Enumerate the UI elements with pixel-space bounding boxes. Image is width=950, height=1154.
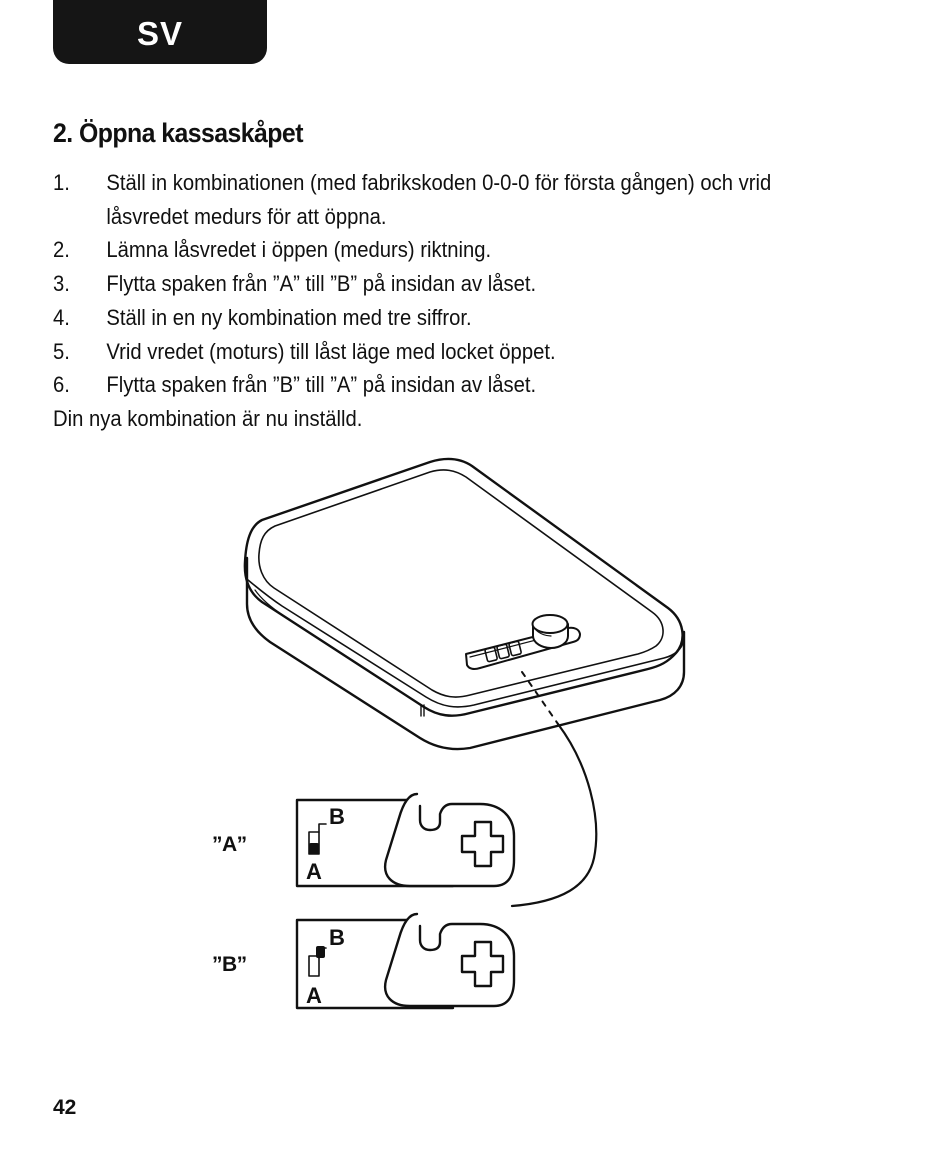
position-b-label: ”B” [212,953,247,976]
step-number: 4. [53,304,70,330]
position-a-label: ”A” [212,833,247,856]
completion-note: Din nya kombination är nu inställd. [53,405,363,431]
step-text: Lämna låsvredet i öppen (medurs) riktning. [106,237,492,263]
panel-b-top-letter: B [329,925,345,950]
panel-b-bottom-letter: A [306,983,322,1008]
step-text: Flytta spaken från ”A” till ”B” på insidan av låset. [106,271,537,297]
section-title: 2. Öppna kassaskåpet [53,118,303,148]
lock-knob-icon [533,615,569,648]
language-code: SV [136,15,184,52]
safe-lid-panel [259,470,663,697]
step-text: Ställ in en ny kombination med tre siffror. [106,304,472,330]
panel-a-bottom-letter: A [306,859,322,884]
step-number: 5. [53,338,70,364]
switch-knob [316,946,325,958]
step-number: 1. [53,170,70,195]
page-number: 42 [53,1096,77,1119]
switch-knob [309,843,319,854]
leader-curve [512,724,596,906]
step-text: Vrid vredet (moturs) till låst läge med locket öppet. [106,338,556,364]
step-text: Ställ in kombinationen (med fabrikskoden 0-0-0 för första gången) och vrid låsvredet medurs för att öppna. [106,170,772,229]
step-number: 3. [53,271,70,297]
panel-a-top-letter: B [329,804,345,829]
step-text: Flytta spaken från ”B” till ”A” på insidan av låset. [106,372,537,398]
switch-track [309,956,319,976]
step-number: 6. [53,372,70,398]
step-number: 2. [53,237,70,263]
safe-seam [248,580,684,707]
